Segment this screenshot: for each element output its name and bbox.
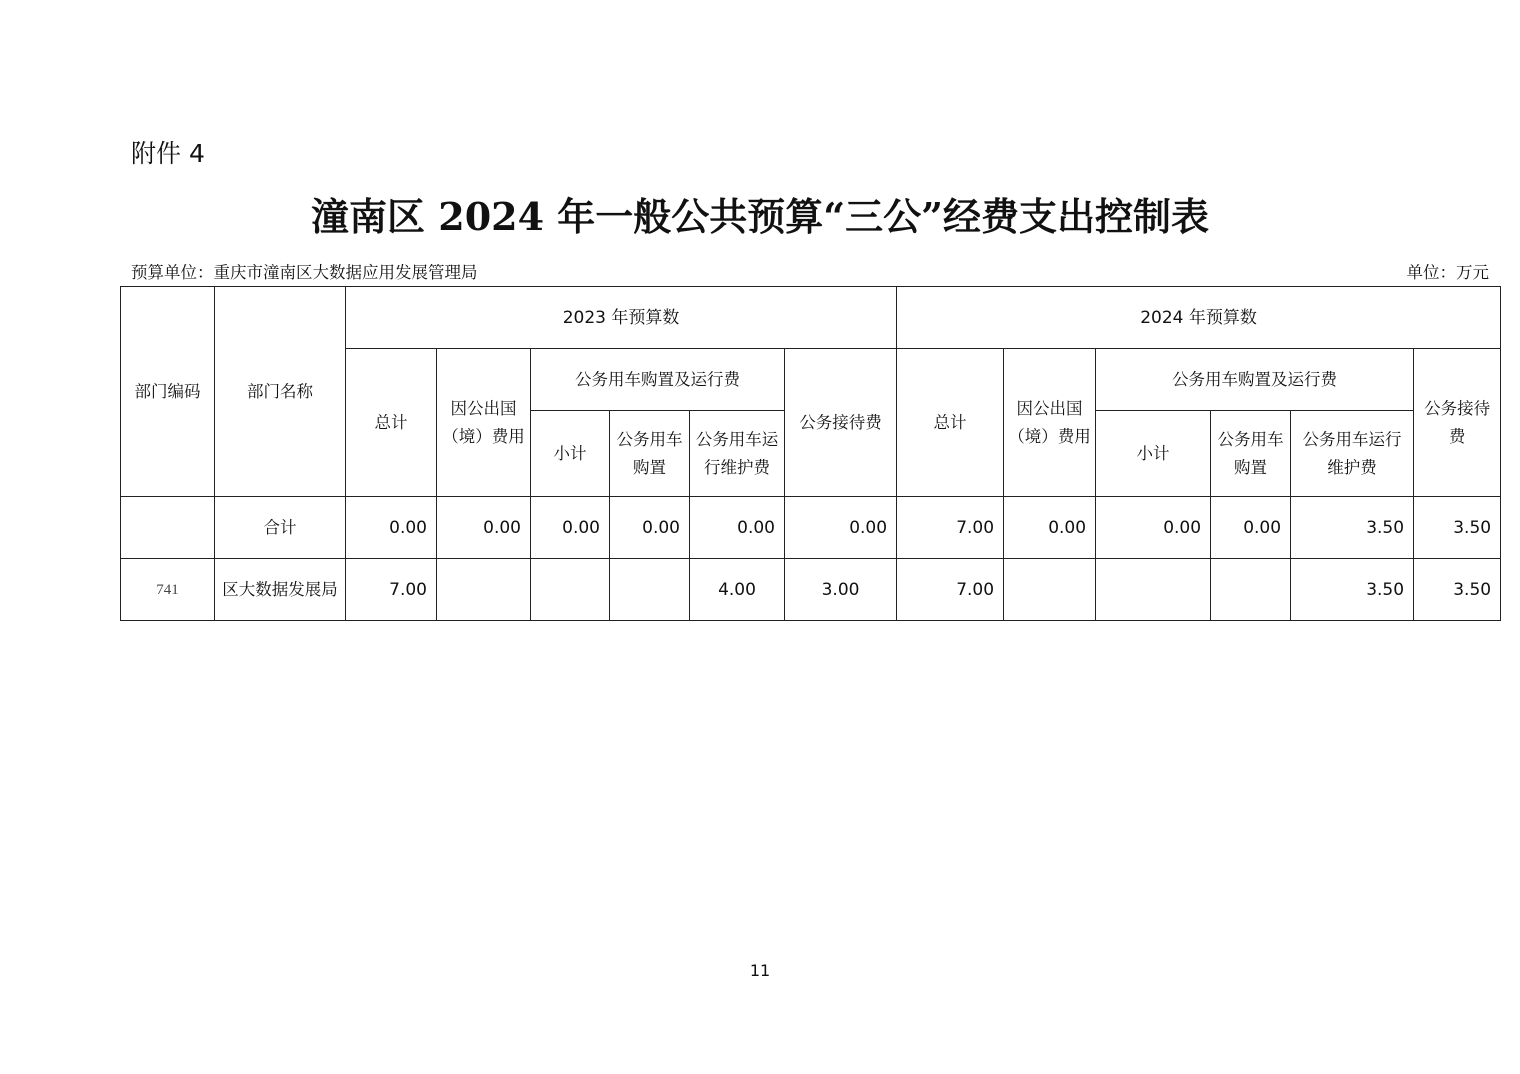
header-abroad-2024: 因公出国（境）费用 xyxy=(1004,349,1096,497)
currency-unit: 单位：万元 xyxy=(1406,263,1489,282)
header-vehicle-purchase-2023: 公务用车购置 xyxy=(610,411,690,497)
cell-code: 741 xyxy=(121,559,215,621)
header-total-2023: 总计 xyxy=(346,349,437,497)
cell-2023-total: 0.00 xyxy=(346,497,437,559)
header-reception-2023: 公务接待费 xyxy=(785,349,897,497)
header-total-2024: 总计 xyxy=(897,349,1004,497)
cell-code xyxy=(121,497,215,559)
cell-2024-total: 7.00 xyxy=(897,559,1004,621)
cell-2023-subtotal xyxy=(531,559,610,621)
header-reception-2024: 公务接待费 xyxy=(1414,349,1501,497)
table-row-dept xyxy=(121,559,1501,621)
cell-2023-total: 7.00 xyxy=(346,559,437,621)
cell-2023-vehicle-operation: 0.00 xyxy=(690,497,785,559)
cell-2024-vehicle-operation: 3.50 xyxy=(1291,497,1414,559)
page-number: 11 xyxy=(749,961,771,980)
table-row-total xyxy=(121,497,1501,559)
header-vehicle-2024: 公务用车购置及运行费 xyxy=(1096,349,1414,411)
cell-2023-abroad xyxy=(437,559,531,621)
cell-2023-reception: 3.00 xyxy=(785,559,897,621)
header-vehicle-operation-2023: 公务用车运行维护费 xyxy=(690,411,785,497)
cell-2024-reception: 3.50 xyxy=(1414,559,1501,621)
header-year-2023: 2023 年预算数 xyxy=(346,287,897,349)
budget-table xyxy=(120,286,1501,621)
cell-name: 合计 xyxy=(215,497,346,559)
budget-unit: 预算单位：重庆市潼南区大数据应用发展管理局 xyxy=(131,263,478,282)
cell-2023-subtotal: 0.00 xyxy=(531,497,610,559)
header-subtotal-2024: 小计 xyxy=(1096,411,1211,497)
cell-2023-vehicle-operation: 4.00 xyxy=(690,559,785,621)
cell-name: 区大数据发展局 xyxy=(215,559,346,621)
cell-2024-reception: 3.50 xyxy=(1414,497,1501,559)
header-dept-name: 部门名称 xyxy=(215,287,346,497)
cell-2023-abroad: 0.00 xyxy=(437,497,531,559)
header-vehicle-operation-2024: 公务用车运行维护费 xyxy=(1291,411,1414,497)
cell-2024-total: 7.00 xyxy=(897,497,1004,559)
header-subtotal-2023: 小计 xyxy=(531,411,610,497)
cell-2024-vehicle-purchase xyxy=(1211,559,1291,621)
cell-2024-abroad xyxy=(1004,559,1096,621)
cell-2023-vehicle-purchase: 0.00 xyxy=(610,497,690,559)
cell-2024-subtotal: 0.00 xyxy=(1096,497,1211,559)
cell-2023-reception: 0.00 xyxy=(785,497,897,559)
cell-2024-vehicle-purchase: 0.00 xyxy=(1211,497,1291,559)
document-title: 潼南区 2024 年一般公共预算“三公”经费支出控制表 xyxy=(311,194,1209,239)
cell-2023-vehicle-purchase xyxy=(610,559,690,621)
header-dept-code: 部门编码 xyxy=(121,287,215,497)
cell-2024-vehicle-operation: 3.50 xyxy=(1291,559,1414,621)
header-year-2024: 2024 年预算数 xyxy=(897,287,1501,349)
header-row-1 xyxy=(121,287,1501,349)
header-abroad-2023: 因公出国（境）费用 xyxy=(437,349,531,497)
cell-2024-abroad: 0.00 xyxy=(1004,497,1096,559)
attachment-label: 附件 4 xyxy=(131,139,205,168)
header-vehicle-2023: 公务用车购置及运行费 xyxy=(531,349,785,411)
cell-2024-subtotal xyxy=(1096,559,1211,621)
header-vehicle-purchase-2024: 公务用车购置 xyxy=(1211,411,1291,497)
